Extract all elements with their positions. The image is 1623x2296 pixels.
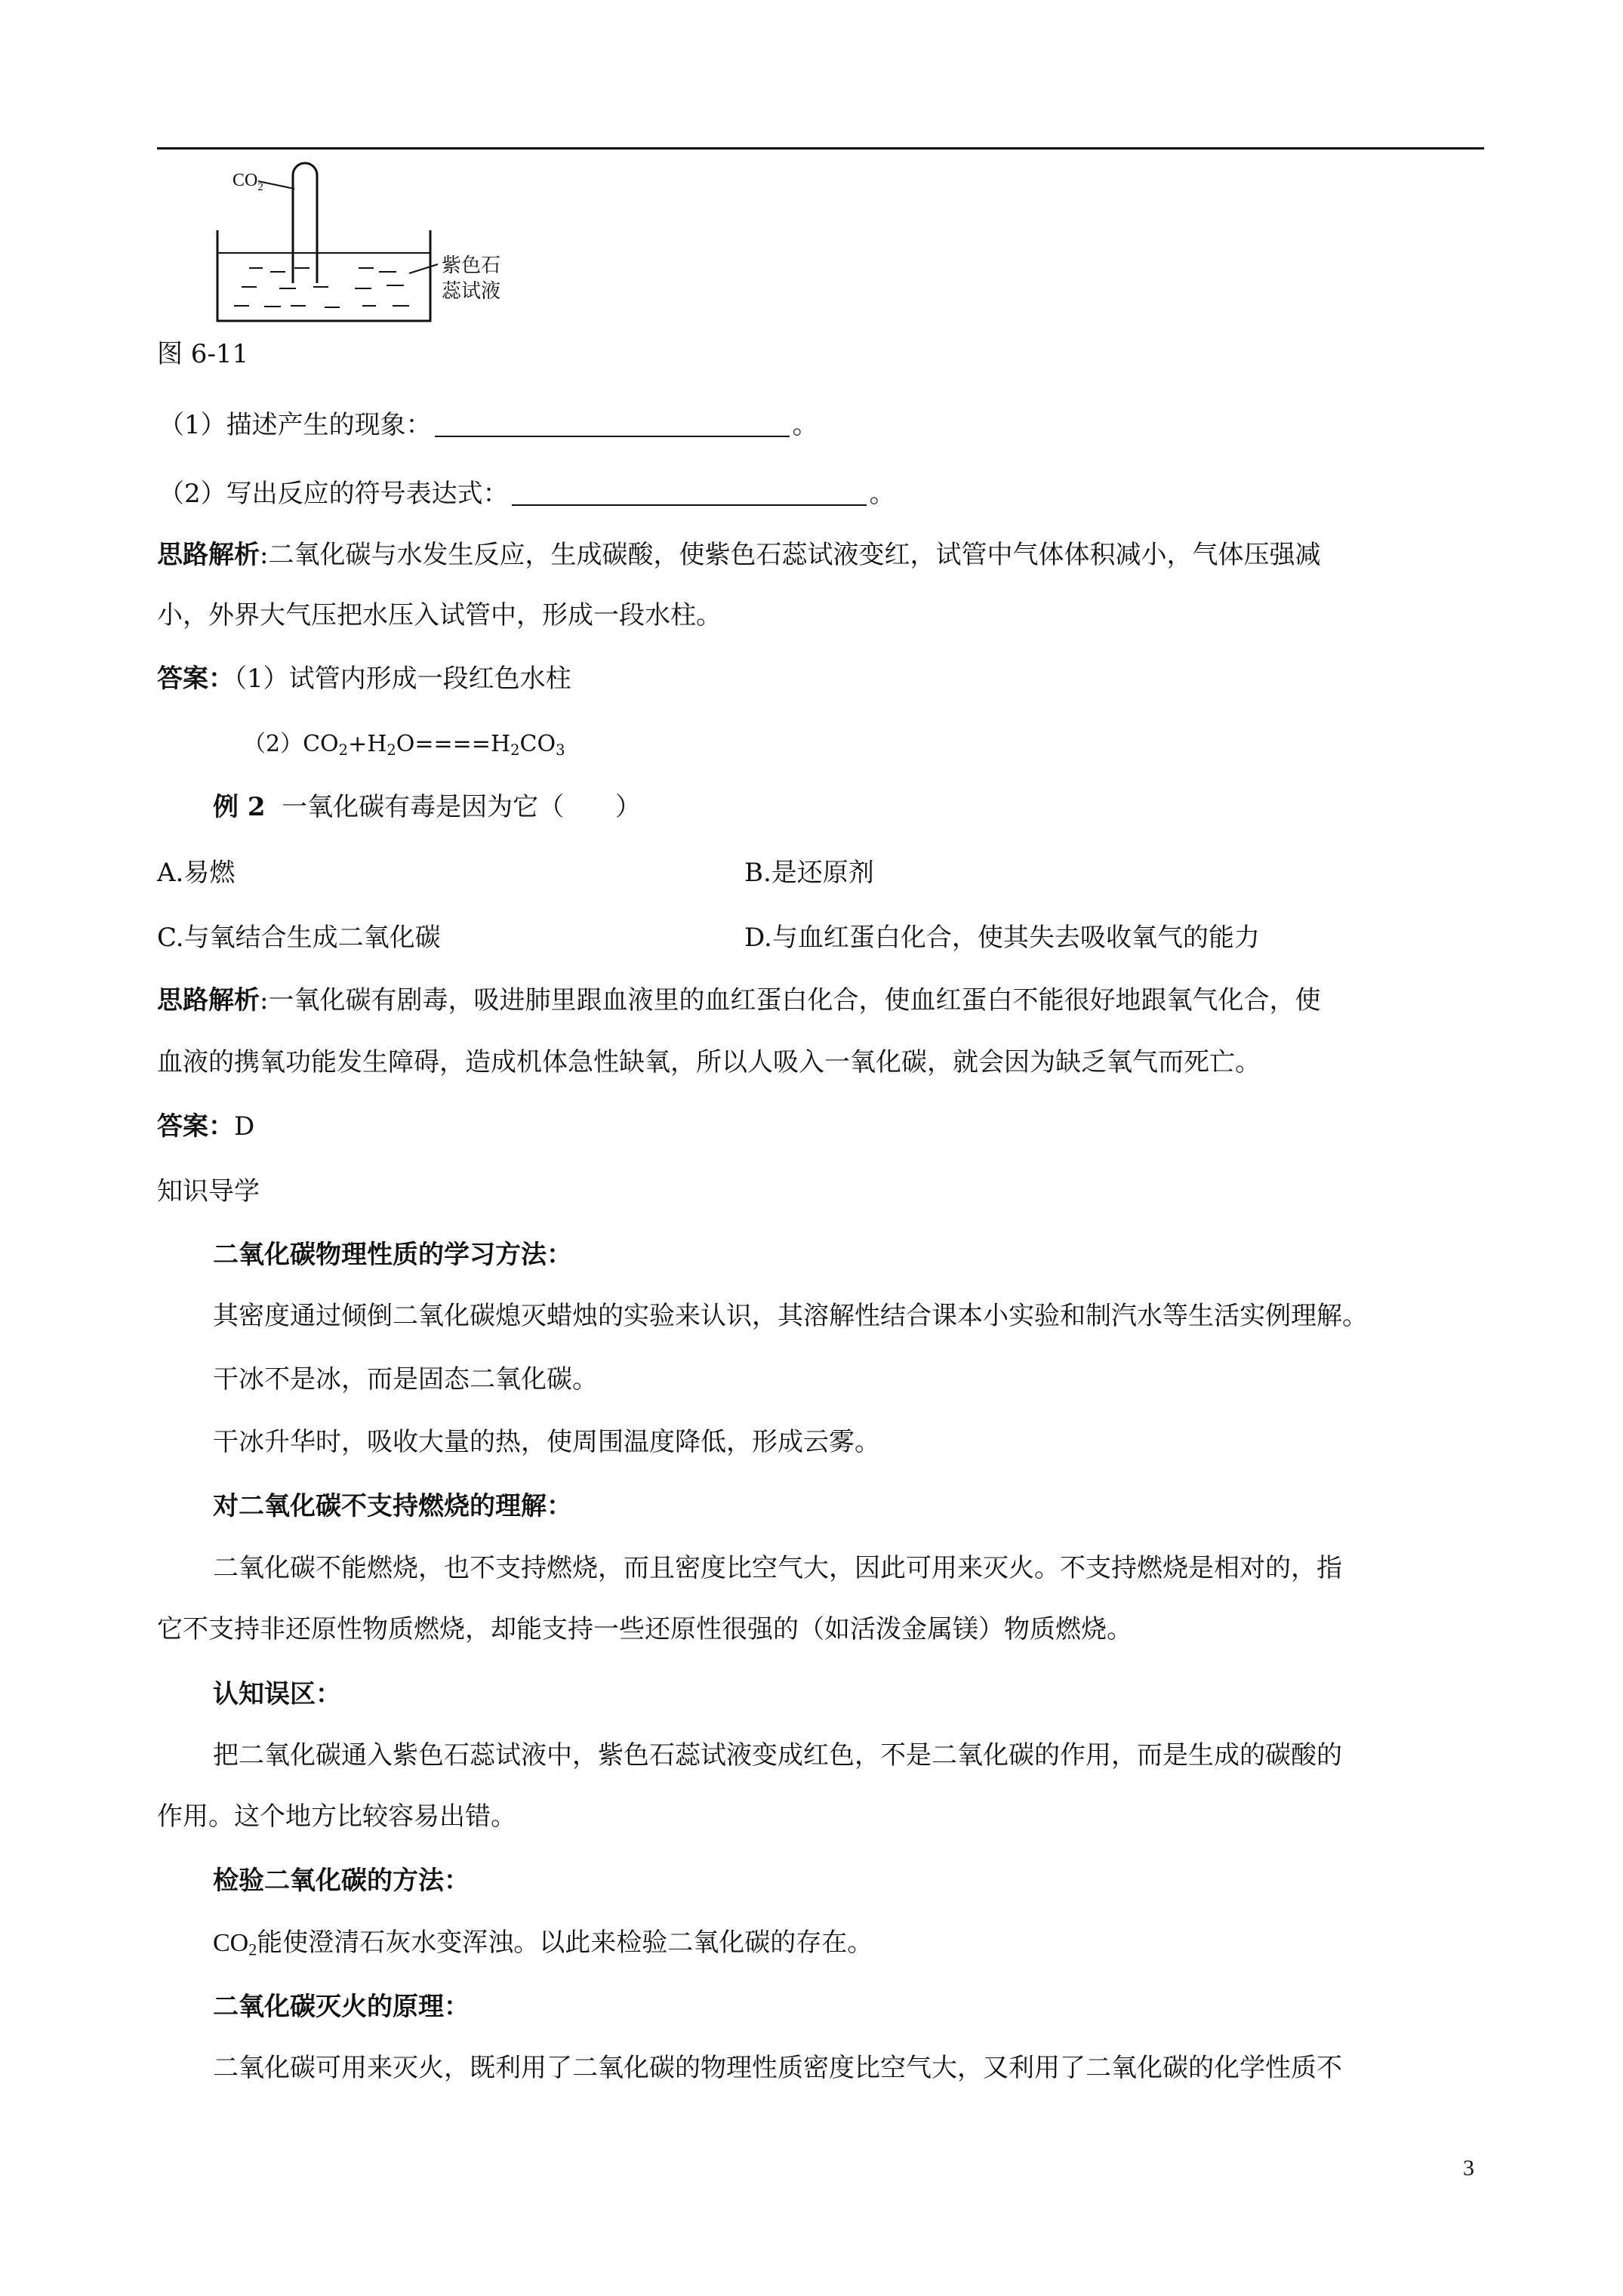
experiment-figure: [211, 159, 544, 328]
liquid-label-line2: 蕊试液: [442, 280, 501, 303]
physical-line-1: 其密度通过倾倒二氧化碳熄灭蜡烛的实验来认识，其溶解性结合课本小实验和制汽水等生活实例理解。: [213, 1301, 1368, 1331]
question-1: （1）描述产生的现象： 。: [159, 410, 818, 440]
example-label: 例 2: [213, 792, 266, 822]
misconception-heading: 认知误区：: [213, 1679, 341, 1709]
combustion-line-2: 它不支持非还原性物质燃烧，却能支持一些还原性很强的（如活泼金属镁）物质燃烧。: [157, 1614, 1132, 1644]
analysis-1-line-1: 思路解析:二氧化碳与水发生反应，生成碳酸，使紫色石蕊试液变红，试管中气体体积减小，气体压强减: [157, 540, 1321, 570]
section-title: 知识导学: [157, 1176, 260, 1207]
answer-1-equation: $(2)CO_2+H_2O====H_2CO_3$: [243, 731, 565, 759]
test-tube-diagram: [211, 159, 544, 328]
liquid-dashes: [234, 268, 409, 307]
question-2-text: （2）写出反应的符号表达式：: [159, 479, 509, 509]
physical-heading: 二氧化碳物理性质的学习方法：: [213, 1240, 572, 1270]
combustion-heading: 对二氧化碳不支持燃烧的理解：: [213, 1491, 572, 1521]
answer-blank-1: [435, 436, 790, 437]
question-1-text: （1）描述产生的现象：: [159, 410, 432, 440]
test-tube: [293, 163, 317, 283]
co2-leader: [258, 181, 294, 189]
answer-label: 答案：: [157, 664, 234, 694]
analysis-2-line-2: 血液的携氧功能发生障碍，造成机体急性缺氧，所以人吸入一氧化碳，就会因为缺乏氧气而死亡。: [157, 1047, 1261, 1077]
figure-caption: 图 6-11: [157, 339, 249, 369]
page-number: 3: [1463, 2156, 1474, 2180]
extinguish-line-1: 二氧化碳可用来灭火，既利用了二氧化碳的物理性质密度比空气大，又利用了二氧化碳的化学性质不: [213, 2053, 1342, 2083]
option-c: C.与氧结合生成二氧化碳: [157, 923, 441, 953]
extinguish-heading: 二氧化碳灭火的原理：: [213, 1992, 470, 2022]
option-a: A.易燃: [157, 858, 236, 888]
option-d: D.与血红蛋白化合，使其失去吸收氧气的能力: [744, 923, 1260, 953]
analysis-label: 思路解析: [157, 540, 260, 570]
example-2: 例 2 一氧化碳有毒是因为它（ ）: [213, 792, 642, 822]
liquid-leader: [409, 264, 438, 273]
answer-1: 答案：（1）试管内形成一段红色水柱: [157, 664, 571, 694]
test-line-1: $CO_2$能使澄清石灰水变浑浊。以此来检验二氧化碳的存在。: [213, 1928, 873, 1959]
answer-blank-2: [512, 504, 867, 506]
analysis-2-line-1: 思路解析:一氧化碳有剧毒，吸进肺里跟血液里的血红蛋白化合，使血红蛋白不能很好地跟氧气化合，使: [157, 985, 1321, 1015]
combustion-line-1: 二氧化碳不能燃烧，也不支持燃烧，而且密度比空气大，因此可用来灭火。不支持燃烧是相对的，指: [213, 1553, 1342, 1583]
physical-line-3: 干冰升华时，吸收大量的热，使周围温度降低，形成云雾。: [213, 1427, 880, 1457]
beaker-outline: [217, 230, 430, 321]
co2-label: $CO_2$: [233, 171, 263, 193]
analysis-1-line-2: 小，外界大气压把水压入试管中，形成一段水柱。: [157, 600, 722, 630]
misconception-line-2: 作用。这个地方比较容易出错。: [157, 1801, 516, 1832]
answer-2: 答案：D: [157, 1111, 255, 1142]
misconception-line-1: 把二氧化碳通入紫色石蕊试液中，紫色石蕊试液变成红色，不是二氧化碳的作用，而是生成的碳酸的: [213, 1740, 1342, 1771]
liquid-label-line1: 紫色石: [442, 254, 501, 277]
header-rule: [157, 147, 1484, 149]
test-heading: 检验二氧化碳的方法：: [213, 1866, 470, 1896]
physical-line-2: 干冰不是冰，而是固态二氧化碳。: [213, 1364, 598, 1395]
option-b: B.是还原剂: [744, 858, 874, 888]
question-2: （2）写出反应的符号表达式： 。: [159, 479, 895, 509]
